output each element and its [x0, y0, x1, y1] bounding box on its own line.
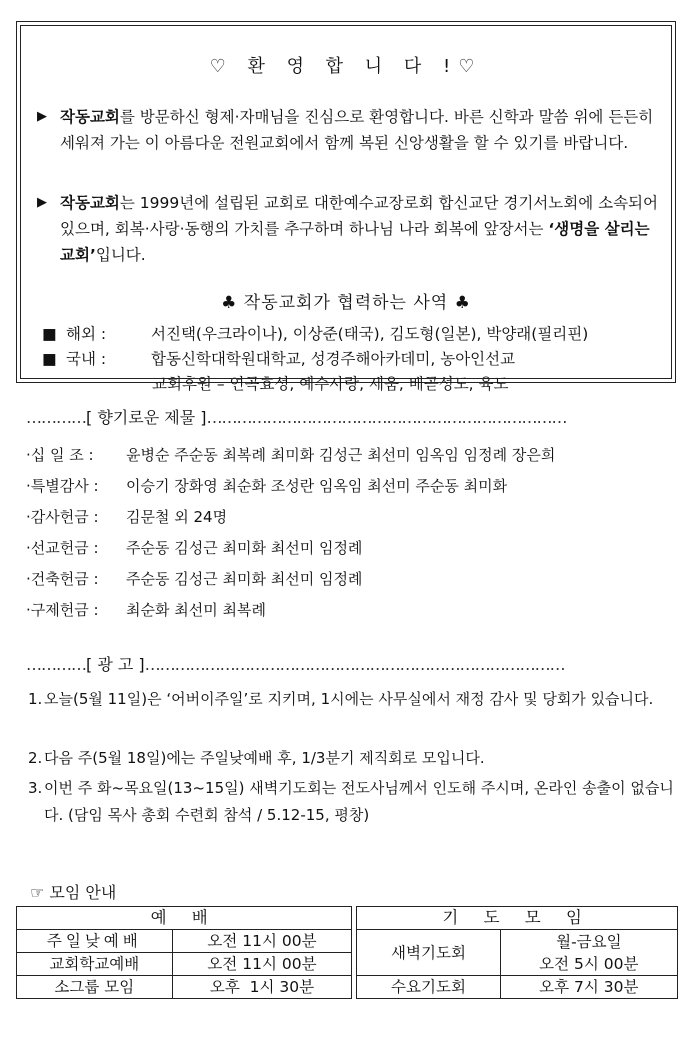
square-bullet-icon: ■ [42, 325, 57, 343]
worship-name: 교회학교예배 [17, 953, 173, 976]
offering-row: ·십 일 조 : 윤병순 주순동 최복례 최미화 김성근 최선미 임옥임 임정례 장은희 [26, 446, 556, 464]
announcement-item: 1. 오늘(5월 11일)은 ‘어버이주일’로 지키며, 1시에는 사무실에서 재정 감사 및 당회가 있습니다. [28, 690, 654, 708]
worship-name: 주일낮예배 [17, 930, 173, 953]
partner-overseas: ■ 해외 : 서진택(우크라이나), 이상준(태국), 김도형(일본), 박양래(필리핀) [42, 322, 588, 346]
prayer-name: 새벽기도회 [357, 930, 500, 976]
meetings-label: ☞ 모임 안내 [30, 883, 117, 902]
offering-row: ·선교헌금 : 주순동 김성근 최미화 최선미 임정례 [26, 539, 363, 557]
partner-domestic-cont: 교회후원 – 연곡효성, 예수사랑, 세움, 배곧성도, 육도 [152, 375, 509, 393]
dot-leader: ………… [26, 655, 86, 674]
worship-name: 소그룹 모임 [17, 976, 173, 999]
announcements-heading: …………[ 광 고 ]………………………………………………………………………… [26, 655, 565, 674]
prayer-name: 수요기도회 [357, 976, 500, 999]
partners-title: ♣ 작동교회가 협력하는 사역 ♣ [221, 293, 471, 313]
prayer-header: 기 도 모 임 [357, 907, 678, 930]
church-intro-paragraph: ▶ 작동교회는 1999년에 설립된 교회로 대한예수교장로회 합신교단 경기서노회에 소속되어 있으며, 회복·사랑·동행의 가치를 추구하며 하나님 나라 회복에 앞장서는 ‘생명을 살리는 교회’입니다. [37, 190, 659, 268]
prayer-time: 월-금요일 오전 5시 00분 [500, 930, 677, 976]
worship-time: 오전 11시 00분 [172, 953, 352, 976]
welcome-title: ♡ 환 영 합 니 다 !♡ [209, 56, 483, 77]
church-name: 작동교회 [60, 108, 120, 126]
dot-leader: ……………………………………………………………… [206, 408, 567, 427]
welcome-paragraph: ▶ 작동교회를 방문하신 형제·자매님을 진심으로 환영합니다. 바른 신학과 말씀 위에 든든히 세워져 가는 이 아름다운 전원교회에서 함께 복된 신앙생활을 할 수 있기를 바랍니다. [37, 104, 659, 156]
offerings-heading: …………[ 향기로운 제물 ]……………………………………………………………… [26, 408, 567, 427]
welcome-box [16, 21, 676, 393]
offering-row: ·건축헌금 : 주순동 김성근 최미화 최선미 임정례 [26, 570, 363, 588]
offering-row: ·감사헌금 : 김문철 외 24명 [26, 508, 228, 526]
church-name: 작동교회 [60, 194, 120, 212]
worship-time: 오전 11시 00분 [172, 930, 352, 953]
offering-row: ·특별감사 : 이승기 장화영 최순화 조성란 임옥임 최선미 주순동 최미화 [26, 477, 508, 495]
prayer-time: 오후 7시 30분 [500, 976, 677, 999]
church-slogan: ‘생명을 살리는 교회’ [60, 220, 650, 264]
square-bullet-icon: ■ [42, 350, 57, 368]
dot-leader: ………… [26, 408, 86, 427]
triangle-bullet-icon: ▶ [37, 109, 47, 124]
worship-time: 오후 1시 30분 [172, 976, 352, 999]
triangle-bullet-icon: ▶ [37, 195, 47, 210]
dot-leader: ………………………………………………………………………… [144, 655, 565, 674]
announcement-item: 2. 다음 주(5월 18일)에는 주일낮예배 후, 1/3분기 제직회로 모입니다. [28, 749, 485, 767]
offering-row: ·구제헌금 : 최순화 최선미 최복례 [26, 601, 266, 619]
meetings-table [16, 906, 678, 999]
worship-header: 예 배 [17, 907, 352, 930]
announcement-item: 3. 이번 주 화~목요일(13~15일) 새벽기도회는 전도사님께서 인도해 주시며, 온라인 송출이 없습니다. (담임 목사 총회 수련회 참석 / 5.12-15, 평창) [28, 779, 674, 824]
partner-domestic: ■ 국내 : 합동신학대학원대학교, 성경주해아카데미, 농아인선교 [42, 347, 515, 371]
